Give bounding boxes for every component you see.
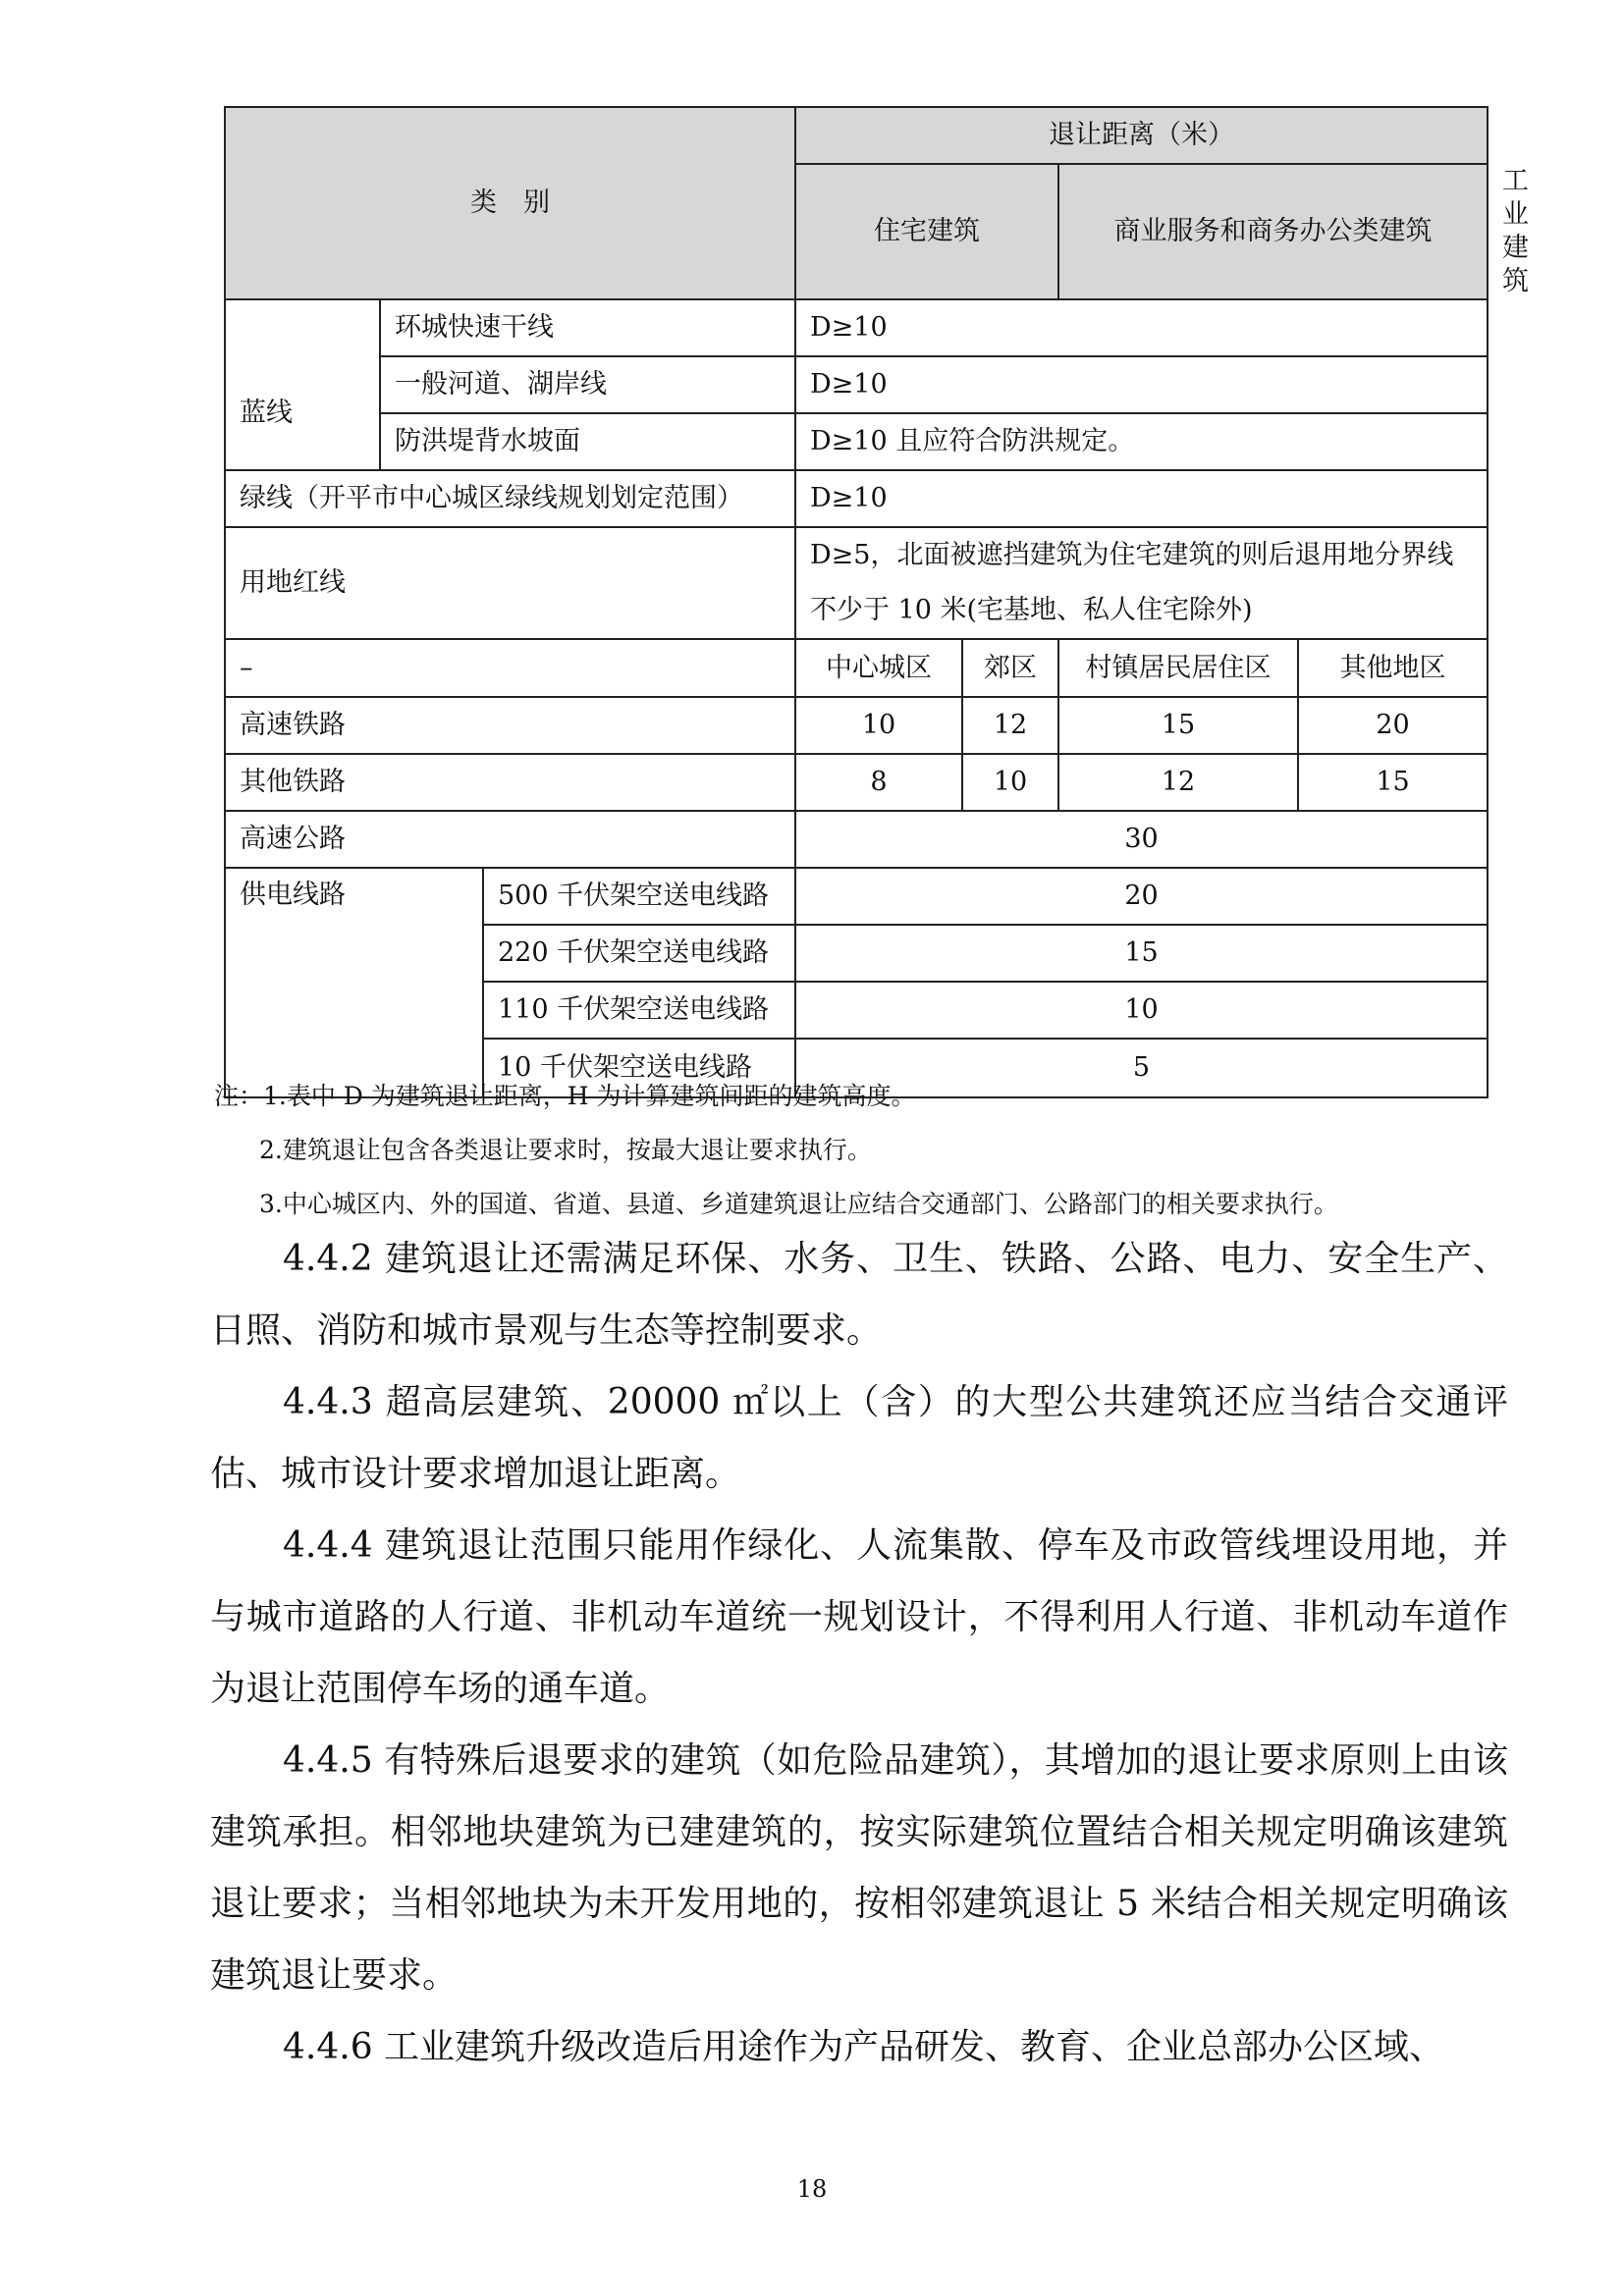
land-red-line-label: 用地红线 [225, 527, 795, 639]
other-rail-value: 12 [1058, 754, 1298, 811]
high-speed-rail-value: 12 [962, 697, 1058, 754]
residential-header: 住宅建筑 [795, 164, 1058, 299]
high-speed-rail-value: 15 [1058, 697, 1298, 754]
table-note: 3.中心城区内、外的国道、省道、县道、乡道建筑退让应结合交通部门、公路部门的相关要求执行。 [259, 1190, 1338, 1218]
high-speed-rail-label: 高速铁路 [225, 697, 795, 754]
ring-expressway-value: D≥10 [795, 299, 1488, 356]
expressway-label: 高速公路 [225, 811, 795, 868]
area-village: 村镇居民居住区 [1058, 639, 1298, 697]
blue-line-label: 蓝线 [225, 356, 380, 470]
other-rail-value: 10 [962, 754, 1058, 811]
other-rail-value: 15 [1298, 754, 1488, 811]
clause-4-4-6: 4.4.6 工业建筑升级改造后用途作为产品研发、教育、企业总部办公区域、 [283, 2027, 1445, 2067]
other-rail-value: 8 [795, 754, 962, 811]
power-line-value: 5 [795, 1039, 1488, 1097]
category-header: 类 别 [225, 107, 795, 299]
table-notes [214, 1080, 1338, 1242]
high-speed-rail-value: 10 [795, 697, 962, 754]
commercial-header: 商业服务和商务办公类建筑 [1058, 164, 1488, 299]
green-line-value: D≥10 [795, 470, 1488, 527]
area-central: 中心城区 [795, 639, 962, 697]
land-red-line-value: D≥5，北面被遮挡建筑为住宅建筑的则后退用地分界线不少于 10 米(宅基地、私人住宅除外) [795, 527, 1488, 639]
power-line-value: 20 [795, 868, 1488, 925]
area-suburb: 郊区 [962, 639, 1058, 697]
power-lines-label: 供电线路 [225, 868, 483, 1097]
high-speed-rail-value: 20 [1298, 697, 1488, 754]
river-label: 一般河道、湖岸线 [380, 356, 795, 413]
flood-dike-label: 防洪堤背水坡面 [380, 413, 795, 470]
green-line-label: 绿线（开平市中心城区绿线规划划定范围） [225, 470, 795, 527]
table-note: 注：1.表中 D 为建筑退让距离，H 为计算建筑间距的建筑高度。 [214, 1082, 916, 1110]
rail-header-label: – [225, 639, 795, 697]
power-line-label: 10 千伏架空送电线路 [483, 1039, 795, 1097]
distance-header: 退让距离（米） [795, 107, 1488, 164]
power-line-label: 500 千伏架空送电线路 [483, 868, 795, 925]
clause-4-4-3: 4.4.3 超高层建筑、20000 ㎡以上（含）的大型公共建筑还应当结合交通评估、城市设计要求增加退让距离。 [210, 1382, 1508, 1494]
other-rail-label: 其他铁路 [225, 754, 795, 811]
power-line-value: 10 [795, 982, 1488, 1039]
clause-4-4-5: 4.4.5 有特殊后退要求的建筑（如危险品建筑），其增加的退让要求原则上由该建筑承担。相邻地块建筑为已建建筑的，按实际建筑位置结合相关规定明确该建筑退让要求；当相邻地块为未开发用地的，按相邻建筑退让 5 米结合相关规定明确该建筑退让要求。 [210, 1740, 1508, 1996]
ring-expressway-label: 环城快速干线 [380, 299, 795, 356]
power-line-label: 110 千伏架空送电线路 [483, 982, 795, 1039]
river-value: D≥10 [795, 356, 1488, 413]
setback-distance-table: 类 别 退让距离（米） 住宅建筑 商业服务和商务办公类建筑 工业建筑 环城快速干线 D≥10 蓝线 一般河道、湖岸线 D≥10 防洪堤背水坡面 D≥10 且应符合防洪规定。 绿线（开平市中心城区绿线规划划定范围） D≥10 用地红线 D≥5，北面被遮挡建筑为住宅建筑的则后退用地分界线不少于 10 米(宅基地、私人住宅除外) – 中心城区 郊区 村镇居民居住区 其他地区 高速铁路 10 12 15 20 其他铁路 8 10 12 15 高速公路 30 供电线路 500 千伏架空送电线路 20 220 千伏架空送电线路 15 110 千伏架空送电线路 10 10 千伏架空送电线路 5 [224, 106, 1489, 1098]
body-text [210, 1223, 1508, 2083]
area-other: 其他地区 [1298, 639, 1488, 697]
power-line-label: 220 千伏架空送电线路 [483, 925, 795, 982]
flood-dike-value: D≥10 且应符合防洪规定。 [795, 413, 1488, 470]
clause-4-4-4: 4.4.4 建筑退让范围只能用作绿化、人流集散、停车及市政管线埋设用地，并与城市道路的人行道、非机动车道统一规划设计，不得利用人行道、非机动车道作为退让范围停车场的通车道。 [210, 1525, 1508, 1709]
table-note: 2.建筑退让包含各类退让要求时，按最大退让要求执行。 [259, 1136, 872, 1164]
power-line-value: 15 [795, 925, 1488, 982]
clause-4-4-2: 4.4.2 建筑退让还需满足环保、水务、卫生、铁路、公路、电力、安全生产、日照、消防和城市景观与生态等控制要求。 [210, 1239, 1508, 1351]
page-number: 18 [796, 2175, 828, 2203]
expressway-value: 30 [795, 811, 1488, 868]
